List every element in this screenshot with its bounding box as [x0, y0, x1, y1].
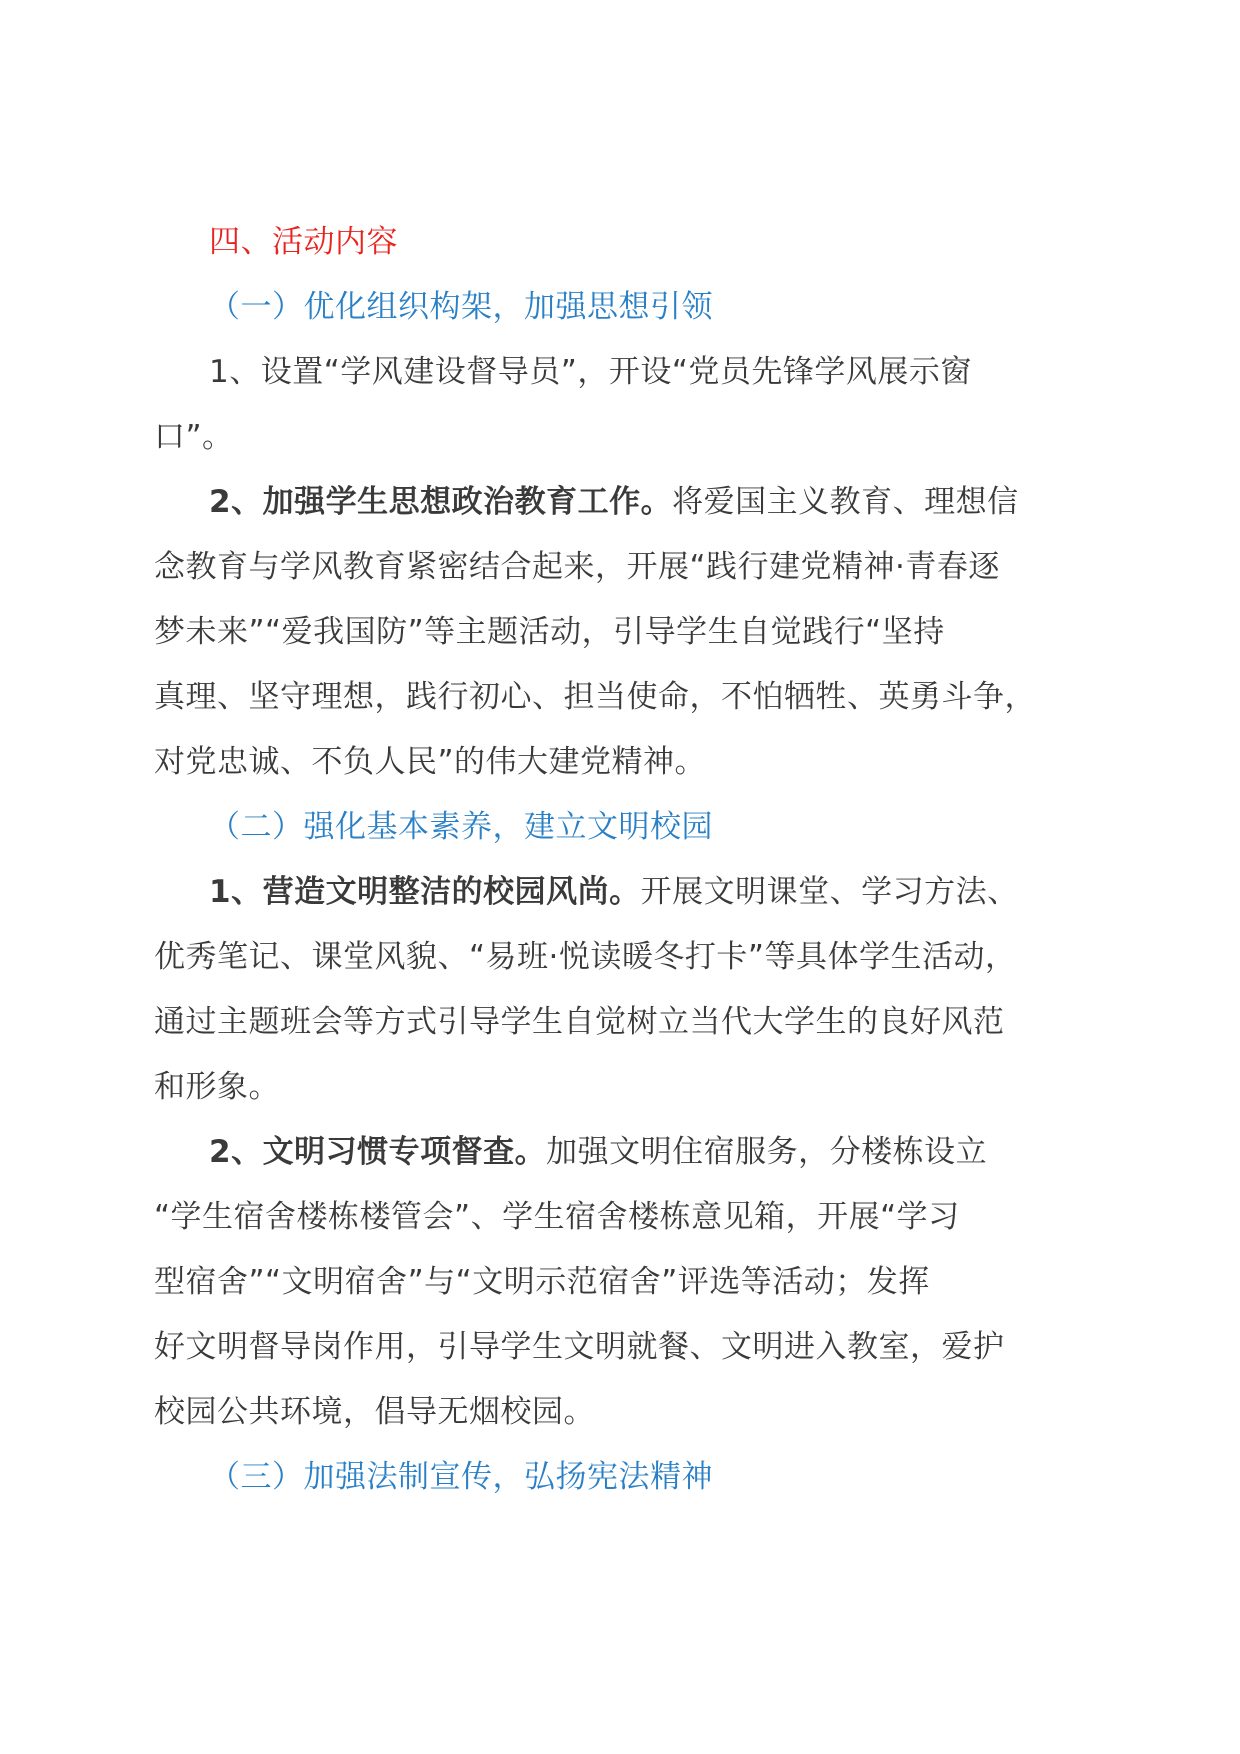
paragraph-line: 好文明督导岗作用，引导学生文明就餐、文明进入教室，爱护	[154, 1329, 1005, 1365]
paragraph-lead: 2、文明习惯专项督查。	[209, 1134, 547, 1170]
paragraph-line: 通过主题班会等方式引导学生自觉树立当代大学生的良好风范	[154, 1004, 1005, 1040]
paragraph-line: 和形象。	[154, 1069, 280, 1105]
paragraph-line: 念教育与学风教育紧密结合起来，开展“践行建党精神·青春逐	[154, 549, 1000, 585]
paragraph-line	[154, 470, 1118, 535]
subsection-heading-3: （三）加强法制宣传，弘扬宪法精神	[209, 1459, 713, 1495]
paragraph-line: 校园公共环境，倡导无烟校园。	[154, 1394, 595, 1430]
paragraph-text: 开展文明课堂、学习方法、	[640, 874, 1019, 910]
paragraph-line: 口”。	[154, 419, 234, 455]
paragraph-text: 将爱国主义教育、理想信	[672, 484, 1019, 520]
paragraph-line: 对党忠诚、不负人民”的伟大建党精神。	[154, 744, 707, 780]
paragraph-1-1	[154, 340, 1118, 470]
paragraph-1-2	[154, 470, 1118, 795]
paragraph-line: 梦未来”“爱我国防”等主题活动，引导学生自觉践行“坚持	[154, 614, 945, 650]
paragraph-line: “学生宿舍楼栋楼管会”、学生宿舍楼栋意见箱，开展“学习	[154, 1199, 960, 1235]
paragraph-line	[154, 1120, 1118, 1185]
paragraph-2-2	[154, 1120, 1118, 1445]
paragraph-line: 型宿舍”“文明宿舍”与“文明示范宿舍”评选等活动；发挥	[154, 1264, 930, 1300]
paragraph-2-1	[154, 860, 1118, 1120]
paragraph-text: 加强文明住宿服务，分楼栋设立	[546, 1134, 988, 1170]
paragraph-line: 真理、坚守理想，践行初心、担当使命，不怕牺牲、英勇斗争，	[154, 679, 1036, 715]
subsection-heading-2: （二）强化基本素养，建立文明校园	[209, 809, 713, 845]
document-page	[154, 210, 1118, 1510]
subsection-heading-1: （一）优化组织构架，加强思想引领	[209, 289, 713, 325]
paragraph-line: 1、设置“学风建设督导员”，开设“党员先锋学风展示窗	[209, 354, 972, 390]
paragraph-lead: 1、营造文明整洁的校园风尚。	[209, 874, 641, 910]
paragraph-line	[154, 860, 1118, 925]
paragraph-lead: 2、加强学生思想政治教育工作。	[209, 484, 673, 520]
section-heading: 四、活动内容	[209, 224, 398, 260]
paragraph-line: 优秀笔记、课堂风貌、“易班·悦读暖冬打卡”等具体学生活动，	[154, 939, 1017, 975]
